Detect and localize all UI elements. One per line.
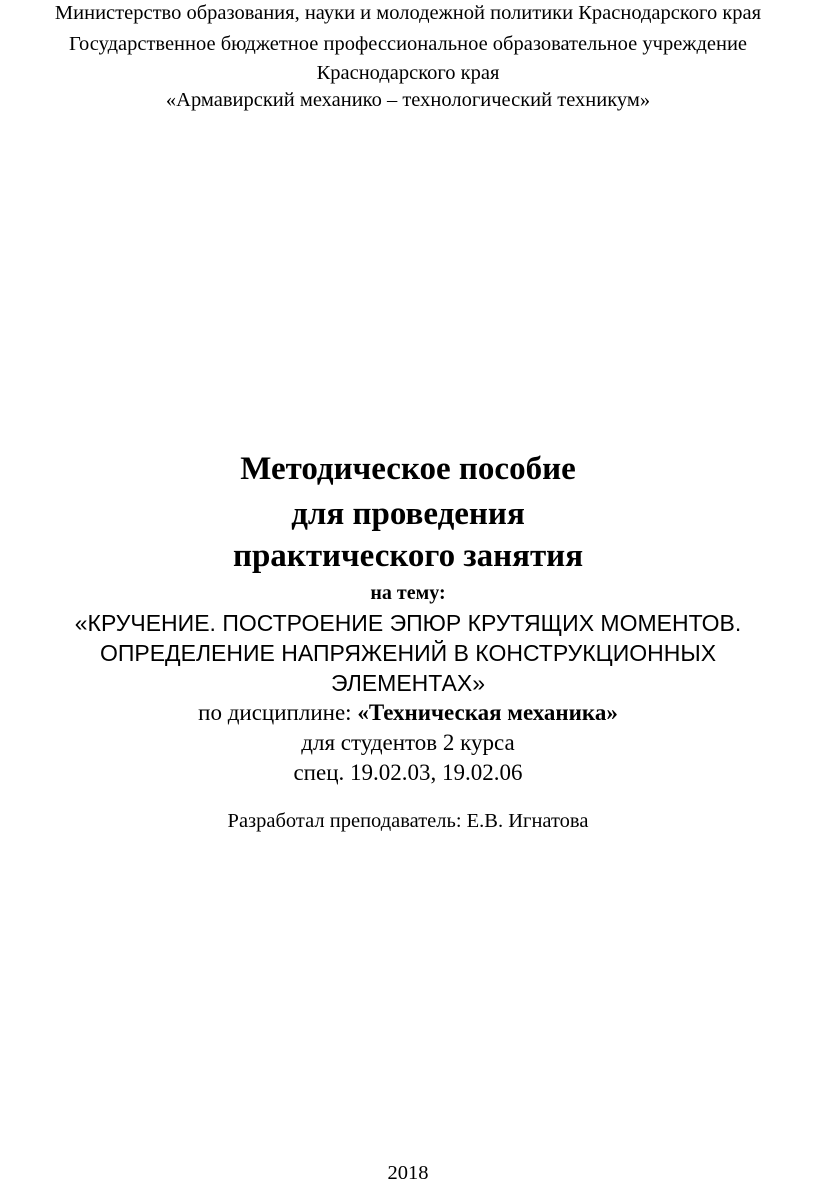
year: 2018 (387, 1162, 429, 1184)
institution-line-1: Государственное бюджетное профессиональное образовательное учреждение (68, 33, 748, 55)
title-line-1: Методическое пособие (240, 451, 576, 487)
topic-label: на тему: (370, 582, 446, 604)
ministry-heading: Министерство образования, науки и молодежной политики Краснодарского края (54, 2, 762, 24)
students-line: для студентов 2 курса (301, 730, 515, 755)
author-line: Разработал преподаватель: Е.В. Игнатова (227, 810, 589, 832)
discipline-prefix: по дисциплине: (198, 700, 358, 725)
institution-line-2: Краснодарского края (316, 62, 500, 84)
topic-line-2: ОПРЕДЕЛЕНИЕ НАПРЯЖЕНИЙ В КОНСТРУКЦИОННЫХ (99, 640, 717, 666)
discipline-name: «Техническая механика» (357, 700, 618, 725)
topic-line-3: ЭЛЕМЕНТАХ» (330, 670, 486, 696)
discipline-line (0, 700, 816, 726)
title-line-3: практического занятия (232, 538, 584, 574)
institution-name: «Армавирский механико – технологический техникум» (165, 89, 651, 111)
topic-line-1: «КРУЧЕНИЕ. ПОСТРОЕНИЕ ЭПЮР КРУТЯЩИХ МОМЕНТОВ. (74, 610, 742, 636)
title-line-2: для проведения (291, 496, 525, 532)
specialties-line: спец. 19.02.03, 19.02.06 (293, 760, 523, 785)
